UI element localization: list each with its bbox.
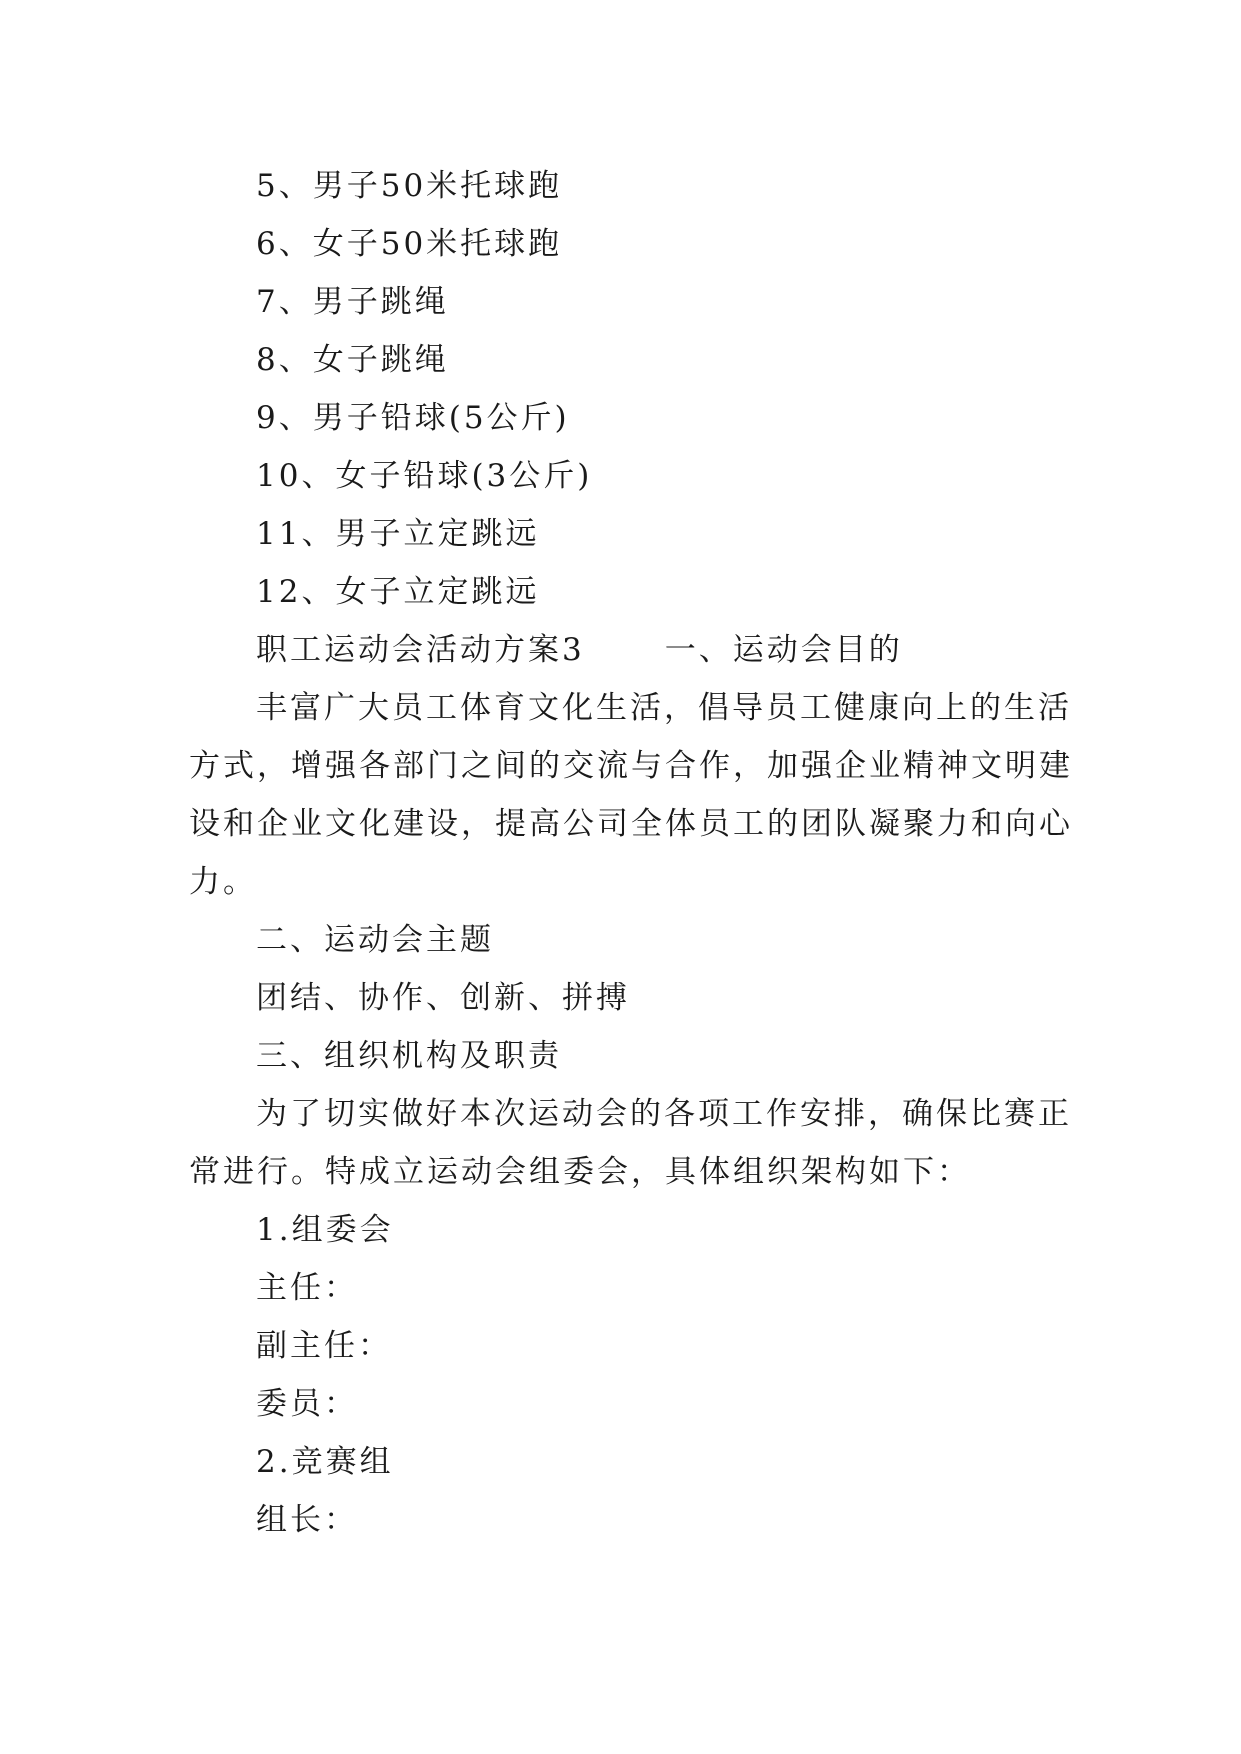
list-item-7: 7、男子跳绳 [256, 284, 449, 320]
deputy-director-label: 副主任： [256, 1328, 392, 1364]
section2-body: 团结、协作、创新、拼搏 [256, 980, 630, 1016]
purpose-paragraph-line-2: 方式，增强各部门之间的交流与合作，加强企业精神文明建 [189, 748, 1073, 784]
purpose-heading: 一、运动会目的 [664, 632, 903, 668]
section3-paragraph-line-2: 常进行。特成立运动会组委会，具体组织架构如下： [189, 1154, 971, 1190]
list-item-6: 6、女子50米托球跑 [256, 226, 563, 262]
list-item-11: 11、男子立定跳远 [256, 516, 540, 552]
purpose-paragraph-line-4: 力。 [189, 864, 257, 900]
group-leader-label: 组长： [256, 1502, 358, 1538]
list-item-10: 10、女子铅球(3公斤) [256, 458, 593, 494]
list-item-5: 5、男子50米托球跑 [256, 168, 563, 204]
purpose-paragraph-line-1: 丰富广大员工体育文化生活，倡导员工健康向上的生活 [256, 690, 1072, 726]
member-label: 委员： [256, 1386, 358, 1422]
list-item-8: 8、女子跳绳 [256, 342, 449, 378]
plan-heading-line [256, 621, 1116, 679]
list-item-12: 12、女子立定跳远 [256, 574, 540, 610]
section2-title: 二、运动会主题 [256, 922, 494, 958]
list-item-9: 9、男子铅球(5公斤) [256, 400, 570, 436]
committee-title: 1.组委会 [256, 1212, 394, 1248]
director-label: 主任： [256, 1270, 358, 1306]
competition-group-title: 2.竞赛组 [256, 1444, 394, 1480]
purpose-paragraph-line-3: 设和企业文化建设，提高公司全体员工的团队凝聚力和向心 [189, 806, 1073, 842]
section3-paragraph-line-1: 为了切实做好本次运动会的各项工作安排，确保比赛正 [256, 1096, 1072, 1132]
plan-heading: 职工运动会活动方案3 [256, 632, 585, 668]
section3-title: 三、组织机构及职责 [256, 1038, 562, 1074]
